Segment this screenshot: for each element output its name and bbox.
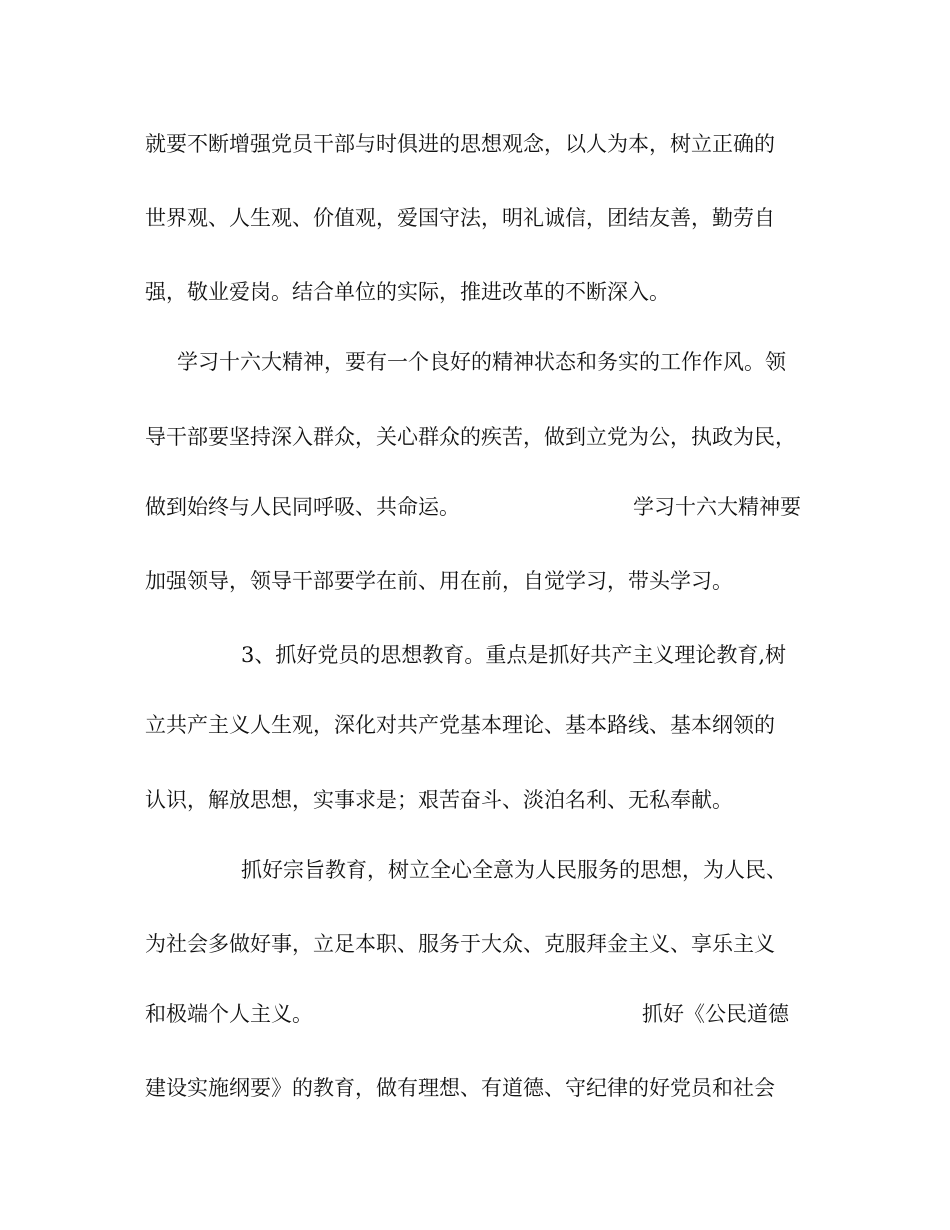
text-line-1: 就要不断增强党员干部与时俱进的思想观念，以人为本，树立正确的 [145,132,775,156]
text-line-2: 世界观、人生观、价值观，爱国守法，明礼诚信，团结友善，勤劳自 [145,206,775,230]
text-line-7: 加强领导，领导干部要学在前、用在前，自觉学习，带头学习。 [145,569,733,593]
text-line-13 [145,999,815,1029]
text-line-13-left: 和极端个人主义。 [145,1002,313,1026]
text-line-6-left: 做到始终与人民同呼吸、共命运。 [145,495,460,519]
text-line-14: 建设实施纲要》的教育，做有理想、有道德、守纪律的好党员和社会 [145,1076,775,1100]
text-line-12: 为社会多做好事，立足本职、服务于大众、克服拜金主义、享乐主义 [145,932,775,956]
text-line-9: 立共产主义人生观，深化对共产党基本理论、基本路线、基本纲领的 [145,713,775,737]
text-line-11: 抓好宗旨教育，树立全心全意为人民服务的思想，为人民、 [241,858,787,882]
text-line-5: 导干部要坚持深入群众，关心群众的疾苦，做到立党为公，执政为民， [145,425,796,449]
text-line-6 [145,492,815,522]
text-line-6-right: 学习十六大精神要 [633,495,801,519]
text-line-8: 3、抓好党员的思想教育。重点是抓好共产主义理论教育,树 [241,643,787,667]
text-line-13-right: 抓好《公民道德 [642,1002,789,1026]
text-line-4: 学习十六大精神，要有一个良好的精神状态和务实的工作作风。领 [177,350,786,374]
text-line-10: 认识，解放思想，实事求是；艰苦奋斗、淡泊名利、无私奉献。 [145,788,733,812]
text-line-3: 强，敬业爱岗。结合单位的实际，推进改革的不断深入。 [145,280,670,304]
